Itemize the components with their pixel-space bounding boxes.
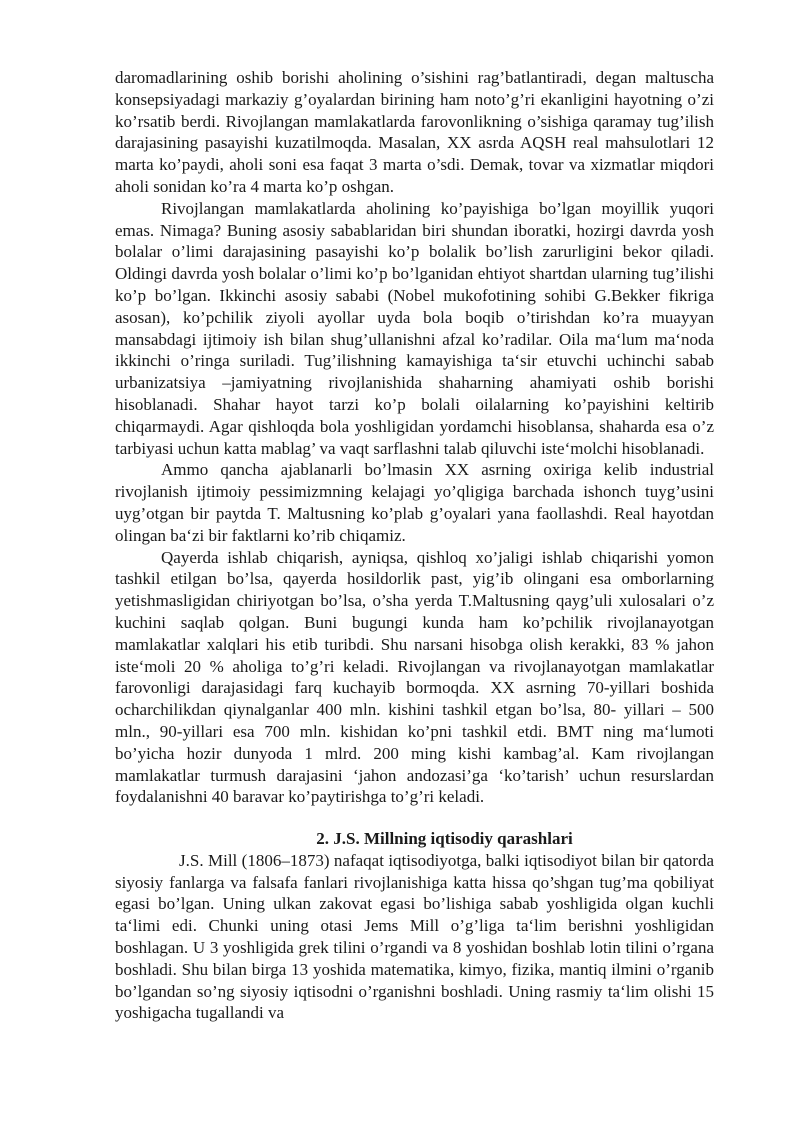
paragraph-maltus-revival: Ammo qancha ajablanarli bo’lmasin XX asrning oxiriga kelib industrial rivojlanish ijtimoiy pessimizmning kelajagi yo’qligiga barchada ishonch tuyg’usini uyg’otgan bir paytda T. Maltusning ko’plab g’oyalari yana faollashdi. Real hayotdan olingan ba‘zi bir faktlarni ko’rib chiqamiz. [115,460,714,545]
paragraph-mill-bio: J.S. Mill (1806–1873) nafaqat iqtisodiyotga, balki iqtisodiyot bilan bir qatorda siyosiy fanlarga va falsafa fanlari rivojlanishiga katta hissa qo’shgan tug’ma qobiliyat egasi bo’lgan. Uning ulkan zakovat egasi bo’lishiga sabab yoshligida olgan kuchli ta‘limi edi. Chunki uning otasi Jems Mill o’g’liga ta‘lim berishni yoshligidan boshlagan. U 3 yoshligida grek tilini o’rgandi va 8 yoshidan boshlab lotin tilini o’rgana boshladi. Shu bilan birga 13 yoshida matematika, kimyo, fizika, mantiq ilmini o’rganib bo’lgandan so’ng siyosiy iqtisodni o’rganishni boshladi. Uning rasmiy ta‘lim olishi 15 yoshigacha tugallandi va [115,850,714,1023]
paragraph-continuation: daromadlarining oshib borishi aholining o’sishini rag’batlantiradi, degan maltuscha konsepsiyadagi markaziy g’oyalardan birining ham noto’g’ri ekanligini hayotning o’zi ko’rsatib berdi. Rivojlangan mamlakatlarda farovonlikning o’sishiga qaramay tug’ilish darajasining pasayishi kuzatilmoqda. Masalan, XX asrda AQSH real mahsulotlari 12 marta ko’paydi, aholi soni esa faqat 3 marta o’sdi. Demak, tovar va xizmatlar miqdori aholi sonidan ko’ra 4 marta ko’p oshgan. [115,68,714,196]
paragraph-birth-rate: Rivojlangan mamlakatlarda aholining ko’payishiga bo’lgan moyillik yuqori emas. Nimaga? Buning asosiy sabablaridan biri shundan iboratki, hozirgi davrda yosh bolalar o’limi darajasining pasayishi ko’p bolalik bo’lish zarurligini bekor qiladi. Oldingi davrda yosh bolalar o’limi ko’p bo’lganidan ehtiyot shartdan ularning tug’ilishi ko’p bo’lgan. Ikkinchi asosiy sababi (Nobel mukofotining sohibi G.Bekker fikriga asosan), ko’pchilik ziyoli ayollar uyda bola boqib o’tirishdan ko’ra muayyan mansabdagi ijtimoiy ish bilan shug’ullanishni afzal ko’radilar. Oila ma‘lum ma‘noda ikkinchi o’ringa suriladi. Tug’ilishning kamayishiga ta‘sir etuvchi uchinchi sabab urbanizatsiya –jamiyatning rivojlanishida shaharning ahamiyati oshib borishi hisoblanadi. Shahar hayot tarzi ko’p bolali oilalarning ko’payishini keltirib chiqarmaydi. Agar qishloqda bola yoshligidan yordamchi hisoblansa, shaharda esa o’z tarbiyasi uchun katta mablag’ va vaqt sarflashni talab qiluvchi iste‘molchi hisoblanadi. [115,198,714,458]
section-heading: 2. J.S. Millning iqtisodiy qarashlari [316,829,573,849]
paragraph-facts: Qayerda ishlab chiqarish, ayniqsa, qishloq xo’jaligi ishlab chiqarishi yomon tashkil etilgan bo’lsa, qayerda hosildorlik past, yig’ib olingani esa omborlarning yetishmasligidan chiriyotgan bo’lsa, o’sha yerda T.Maltusning qayg’uli xulosalari o’z kuchini saqlab qolgan. Buni bugungi kunda ham ko’pchilik rivojlanayotgan mamlakatlar xalqlari his etib turibdi. Shu narsani hisobga olish kerakki, 83 % jahon iste‘moli 20 % aholiga to’g’ri keladi. Rivojlangan va rivojlanayotgan mamlakatlar farovonligi darajasidagi farq kuchayib bormoqda. XX asrning 70-yillari boshida ocharchilikdan qiynalganlar 400 mln. kishini tashkil etgan bo’lsa, 80- yillari – 500 mln., 90-yillari esa 700 mln. kishidan ko’pni tashkil etdi. BMT ning ma‘lumoti bo’yicha hozir dunyoda 1 mlrd. 200 ming kishi kambag’al. Kam rivojlangan mamlakatlar turmush darajasini ‘jahon andozasi’ga ‘ko’tarish’ uchun resurslardan foydalanishni 40 baravar ko’paytirishga to’g’ri keladi. [115,547,714,807]
